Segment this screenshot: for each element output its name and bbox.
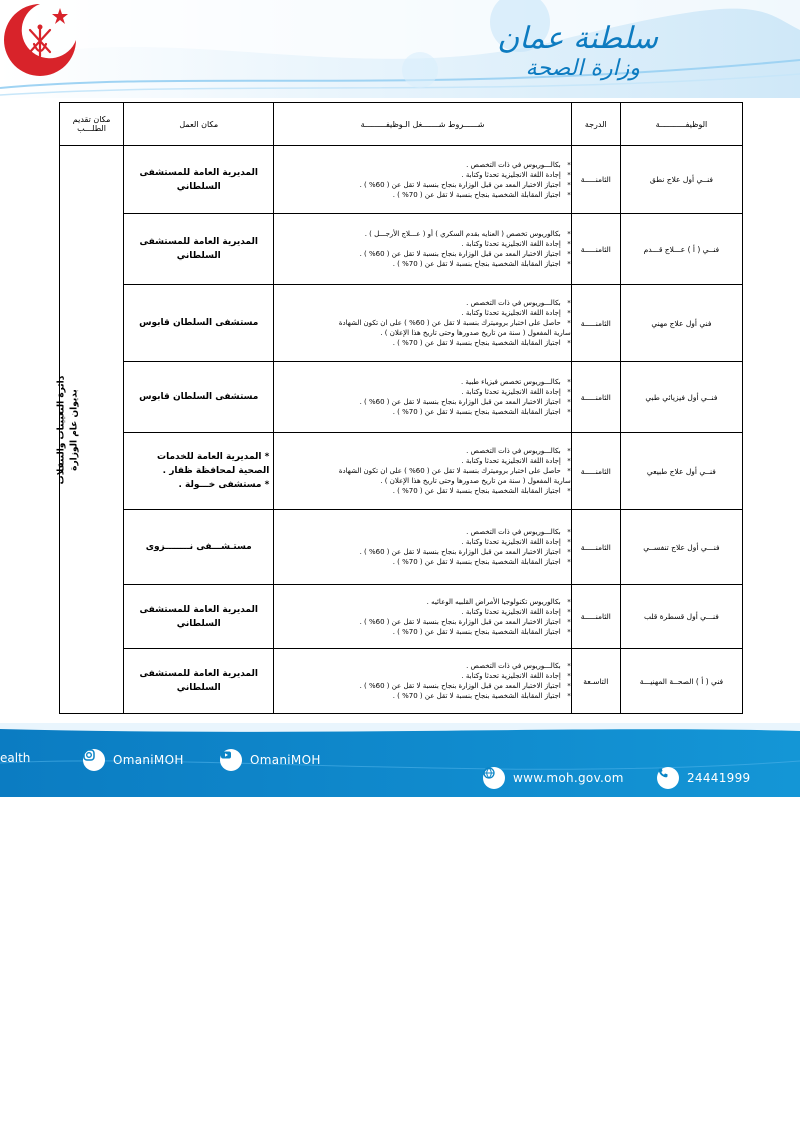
ministry-logo-icon xyxy=(0,0,80,80)
job-grade: الثامنـــــة xyxy=(571,214,620,285)
condition-item: * إجادة اللغة الانجليزية تحدثا وكتابة . xyxy=(274,607,570,617)
job-title: فني أول علاج مهني xyxy=(620,285,742,362)
table-row xyxy=(60,285,743,362)
job-conditions xyxy=(274,585,571,649)
condition-item: * اجتياز المقابلة الشخصية بنجاح بنسبة لا تقل عن ( 70% ) . xyxy=(274,691,570,701)
job-workplace: المديرية العامة للمستشفى السلطاني xyxy=(124,649,274,714)
job-title: فنــي أول علاج نطق xyxy=(620,146,742,214)
brand-line-2: وزارة الصحة xyxy=(525,56,640,81)
header-grade: الدرجة xyxy=(571,103,620,146)
condition-item: * بكالـــوريوس في ذات التخصص . xyxy=(274,160,570,170)
condition-item: * اجتياز المقابلة الشخصية بنجاح بنسبة لا تقل عن ( 70% ) . xyxy=(274,338,570,348)
page-footer xyxy=(0,723,800,797)
phone-text: 24441999 xyxy=(687,771,751,785)
condition-item: * بكالوريوس تخصص ( العنايه بقدم السكري ) أو ( عـــلاج الأرجـــل ) . xyxy=(274,229,570,239)
condition-item: * اجتياز الاختبار المعد من قبل الوزارة بنجاح بنسبة لا تقل عن ( 60% ) . xyxy=(274,681,570,691)
condition-item: * بكالـــوريوس في ذات التخصص . xyxy=(274,661,570,671)
condition-item: * بكالـــوريوس تخصص فيزياء طبية . xyxy=(274,377,570,387)
job-conditions xyxy=(274,146,571,214)
condition-item: * اجتياز المقابلة الشخصية بنجاح بنسبة لا تقل عن ( 70% ) . xyxy=(274,407,570,417)
website-link[interactable] xyxy=(483,767,624,789)
table-row xyxy=(60,362,743,433)
youtube-link[interactable] xyxy=(220,749,321,771)
condition-item: * إجادة اللغة الانجليزية تحدثا وكتابة . xyxy=(274,456,570,466)
condition-item: * إجادة اللغة الانجليزية تحدثا وكتابة . xyxy=(274,239,570,249)
header-apply-place xyxy=(60,103,124,146)
job-conditions xyxy=(274,362,571,433)
website-text: www.moh.gov.om xyxy=(513,771,624,785)
ministry-wordmark xyxy=(438,21,658,81)
condition-item-continued: سارية المفعول ( سنة من تاريخ صدورها وحتى تاريخ هذا الإعلان ) . xyxy=(380,477,571,485)
page-header xyxy=(0,0,800,98)
youtube-handle: OmaniMOH xyxy=(250,753,321,767)
condition-item: * اجتياز المقابلة الشخصية بنجاح بنسبة لا تقل عن ( 70% ) . xyxy=(274,259,570,269)
job-conditions xyxy=(274,510,571,585)
phone-link[interactable] xyxy=(657,767,750,789)
workplace-bullet: * المديرية العامة للخدمات الصحية لمحافظة ظفار . xyxy=(157,452,270,476)
job-grade: الثامنـــــة xyxy=(571,510,620,585)
job-grade: الثامنـــــة xyxy=(571,285,620,362)
workplace-bullet: * مستشفى خـــولة . xyxy=(178,480,270,490)
footer-partial-handle xyxy=(0,751,30,765)
job-workplace: المديرية العامة للمستشفى السلطاني xyxy=(124,214,274,285)
condition-item: * حاصل على اختبار بروميترك بنسبة لا تقل عن ( 60% ) على ان تكون الشهادة xyxy=(274,318,570,328)
condition-item: * إجادة اللغة الانجليزية تحدثا وكتابة . xyxy=(274,671,570,681)
job-grade: التاسـعة xyxy=(571,649,620,714)
job-grade: الثامنـــــة xyxy=(571,585,620,649)
condition-item: * اجتياز الاختبار المعد من قبل الوزارة بنجاح بنسبة لا تقل عن ( 60% ) . xyxy=(274,397,570,407)
youtube-icon xyxy=(220,749,242,771)
job-title: فني ( أ ) الصحــة المهنيـــة xyxy=(620,649,742,714)
phone-icon xyxy=(657,767,679,789)
header-decoration xyxy=(0,0,800,98)
condition-item: * اجتياز الاختبار المعد من قبل الوزارة بنجاح بنسبة لا تقل عن ( 60% ) . xyxy=(274,547,570,557)
condition-item: * اجتياز المقابلة الشخصية بنجاح بنسبة لا تقل عن ( 70% ) . xyxy=(274,486,570,496)
table-row xyxy=(60,433,743,510)
condition-item: * إجادة اللغة الانجليزية تحدثا وكتابة . xyxy=(274,170,570,180)
table-row xyxy=(60,649,743,714)
condition-item: * اجتياز المقابلة الشخصية بنجاح بنسبة لا تقل عن ( 70% ) . xyxy=(274,557,570,567)
job-grade: الثامنـــــة xyxy=(571,433,620,510)
job-workplace: المديرية العامة للمستشفى السلطاني xyxy=(124,146,274,214)
condition-item: * بكالوريوس تكنولوجيا الأمراض القلبيه الوعائيه . xyxy=(274,597,570,607)
job-workplace: مستشفى السلطان قابوس xyxy=(124,362,274,433)
condition-item: * إجادة اللغة الانجليزية تحدثا وكتابة . xyxy=(274,537,570,547)
header-workplace: مكان العمل xyxy=(124,103,274,146)
job-workplace: المديرية العامة للمستشفى السلطاني xyxy=(124,585,274,649)
apply-place-cell xyxy=(56,146,124,714)
job-title: فنــي ( أ ) عـــلاج قـــدم xyxy=(620,214,742,285)
condition-item: * حاصل على اختبار بروميترك بنسبة لا تقل عن ( 60% ) على ان تكون الشهادة xyxy=(274,466,570,476)
condition-item: * اجتياز الاختبار المعد من قبل الوزارة بنجاح بنسبة لا تقل عن ( 60% ) . xyxy=(274,249,570,259)
instagram-handle: OmaniMOH xyxy=(113,753,184,767)
table-row xyxy=(60,146,743,214)
condition-item: * إجادة اللغة الانجليزية تحدثا وكتابة . xyxy=(274,308,570,318)
job-workplace xyxy=(124,433,274,510)
job-conditions xyxy=(274,649,571,714)
apply-place-line-2: بديوان عام الوزارة xyxy=(69,388,80,471)
condition-item: * اجتياز المقابلة الشخصية بنجاح بنسبة لا تقل عن ( 70% ) . xyxy=(274,627,570,637)
condition-item: * إجادة اللغة الانجليزية تحدثا وكتابة . xyxy=(274,387,570,397)
apply-place-line-1: دائرة التعيينات والتنقلات xyxy=(56,375,67,484)
header-job: الوظيفـــــــــــة xyxy=(620,103,742,146)
apply-place-text xyxy=(56,375,82,484)
table-row xyxy=(60,214,743,285)
partial-handle-text: ealth xyxy=(0,751,31,765)
jobs-table xyxy=(56,102,743,714)
job-grade: الثامنـــــة xyxy=(571,146,620,214)
instagram-icon xyxy=(83,749,105,771)
job-title: فنــي أول علاج طبيعي xyxy=(620,433,742,510)
job-conditions xyxy=(274,214,571,285)
condition-item: * بكالـــوريوس في ذات التخصص . xyxy=(274,298,570,308)
condition-item: * اجتياز الاختبار المعد من قبل الوزارة بنجاح بنسبة لا تقل عن ( 60% ) . xyxy=(274,617,570,627)
job-title: فنــي أول فيزيائي طبي xyxy=(620,362,742,433)
job-grade: الثامنـــــة xyxy=(571,362,620,433)
brand-line-1: سلطنة عمان xyxy=(497,21,658,56)
job-conditions xyxy=(274,285,571,362)
workplace-line: مستشفى خـــولة . xyxy=(178,480,262,490)
table-header-row xyxy=(60,103,743,146)
condition-item: * اجتياز الاختبار المعد من قبل الوزارة بنجاح بنسبة لا تقل عن ( 60% ) . xyxy=(274,180,570,190)
job-conditions xyxy=(274,433,571,510)
condition-item: * بكالـــوريوس في ذات التخصص . xyxy=(274,446,570,456)
job-workplace: مستـشـــفى نــــــــزوى xyxy=(124,510,274,585)
job-title: فنـــي أول قسطرة قلب xyxy=(620,585,742,649)
workplace-line: المديرية العامة للخدمات الصحية لمحافظة ظفار . xyxy=(157,452,270,476)
globe-icon xyxy=(483,767,505,789)
table-row xyxy=(60,510,743,585)
condition-item: * بكالـــوريوس في ذات التخصص . xyxy=(274,527,570,537)
condition-item: * اجتياز المقابلة الشخصية بنجاح بنسبة لا تقل عن ( 70% ) . xyxy=(274,190,570,200)
condition-item-continued: سارية المفعول ( سنة من تاريخ صدورها وحتى تاريخ هذا الإعلان ) . xyxy=(380,329,571,337)
header-apply-line-1: مكان تقديم xyxy=(72,115,111,124)
header-conditions: شــــــروط شـــــــغل الـوظيفـــــــــة xyxy=(274,103,571,146)
job-title: فنـــي أول علاج تنفســي xyxy=(620,510,742,585)
table-row xyxy=(60,585,743,649)
job-workplace: مستشفى السلطان قابوس xyxy=(124,285,274,362)
header-apply-line-2: الطلـــب xyxy=(77,124,106,133)
instagram-link[interactable] xyxy=(83,749,184,771)
